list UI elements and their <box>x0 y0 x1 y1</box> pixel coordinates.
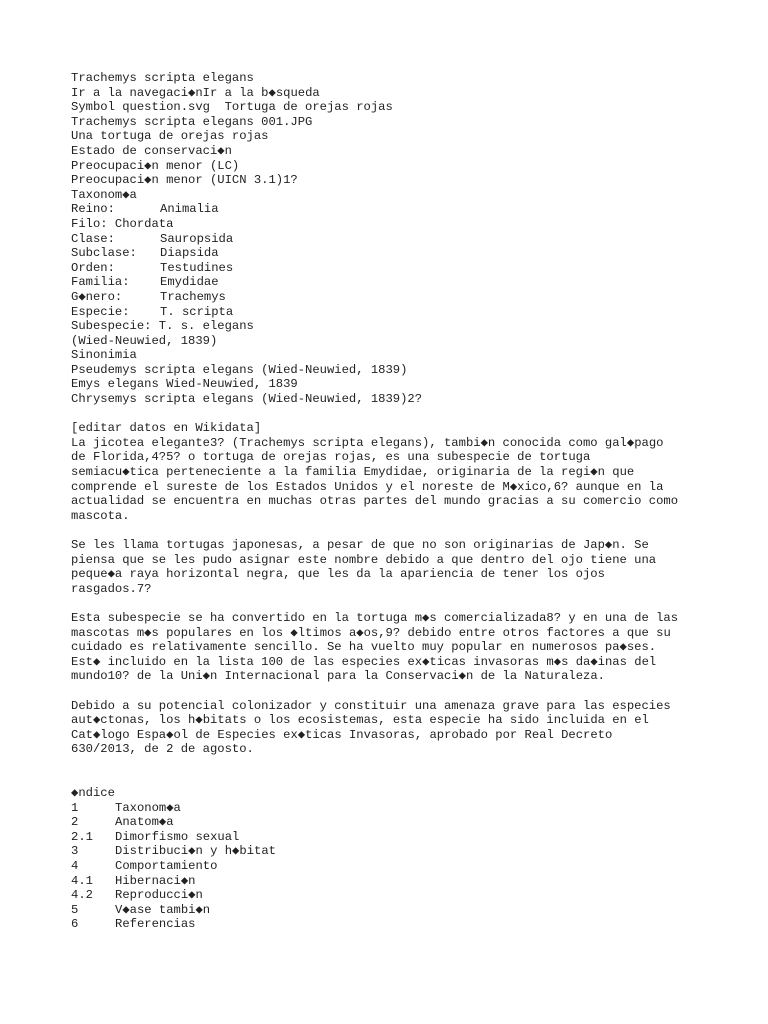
taxonomy-row <box>71 202 751 217</box>
taxonomy-value: Sauropsida <box>160 231 234 246</box>
taxonomy-label: Filo: Chordata <box>71 216 174 231</box>
taxonomy-row <box>71 217 751 232</box>
toc-number: 4 <box>71 859 79 874</box>
spacer <box>71 684 751 699</box>
taxonomy-row <box>71 275 751 290</box>
taxonomy-label: Familia: <box>71 275 130 290</box>
toc-number: 2 <box>71 815 79 830</box>
spacer <box>71 407 751 422</box>
paragraph-invasive <box>71 699 751 757</box>
synonym-item: Pseudemys scripta elegans (Wied-Neuwied, 1839) <box>71 362 408 377</box>
table-of-contents <box>71 786 751 932</box>
image-filename[interactable]: Trachemys scripta elegans 001.JPG <box>71 114 313 129</box>
toc-number: 2.1 <box>71 829 93 844</box>
conservation-heading: Estado de conservaci◆n <box>71 143 232 158</box>
article-title: Trachemys scripta elegans <box>71 71 254 85</box>
paragraph-line: mundo10? de la Uni◆n Internacional para la Conservaci◆n de la Naturaleza. <box>71 669 605 684</box>
paragraph-line: La jicotea elegante3? (Trachemys scripta elegans), tambi◆n conocida como gal◆pago <box>71 435 664 450</box>
spacer <box>71 596 751 611</box>
paragraph-line: aut◆ctonas, los h◆bitats o los ecosistemas, esta especie ha sido incluida en el <box>71 713 649 728</box>
paragraph-intro <box>71 436 751 524</box>
toc-label[interactable]: Comportamiento <box>115 859 218 874</box>
toc-label[interactable]: Distribuci◆n y h◆bitat <box>115 844 276 859</box>
wikidata-edit-link[interactable]: [editar datos en Wikidata] <box>71 421 262 436</box>
taxonomy-label: Especie: <box>71 304 130 319</box>
paragraph-line: Esta subespecie se ha convertido en la tortuga m◆s comercializada8? y en una de las <box>71 610 679 625</box>
paragraph-line: mascota. <box>71 508 130 523</box>
conservation-status-uicn: Preocupaci◆n menor (UICN 3.1)1? <box>71 173 298 188</box>
toc-label[interactable]: Dimorfismo sexual <box>115 829 240 844</box>
paragraph-line: mascotas m◆s populares en los ◆ltimos a◆os,9? debido entre otros factores a que su <box>71 625 671 640</box>
taxonomy-table <box>71 202 751 333</box>
taxonomy-value: Trachemys <box>160 289 226 304</box>
paragraph-line: Cat◆logo Espa◆ol de Especies ex◆ticas Invasoras, aprobado por Real Decreto <box>71 727 613 742</box>
paragraph-line: 630/2013, de 2 de agosto. <box>71 742 254 757</box>
toc-item[interactable] <box>71 801 751 816</box>
toc-label[interactable]: Hibernaci◆n <box>115 873 196 888</box>
synonym-item: Chrysemys scripta elegans (Wied-Neuwied, 1839)2? <box>71 392 423 407</box>
taxonomy-row <box>71 246 751 261</box>
taxonomy-label: G◆nero: <box>71 289 123 304</box>
toc-number: 6 <box>71 917 79 932</box>
paragraph-name-origin <box>71 538 751 596</box>
paragraph-line: rasgados.7? <box>71 581 152 596</box>
taxonomy-value: Emydidae <box>160 275 219 290</box>
taxonomy-value: T. scripta <box>160 304 234 319</box>
paragraph-commerce <box>71 611 751 684</box>
synonymy-heading: Sinonimia <box>71 348 137 363</box>
toc-label[interactable]: Referencias <box>115 917 196 932</box>
taxonomy-row <box>71 232 751 247</box>
conservation-status: Preocupaci◆n menor (LC) <box>71 158 240 173</box>
toc-item[interactable] <box>71 874 751 889</box>
taxonomy-row <box>71 319 751 334</box>
taxonomy-value: Diapsida <box>160 246 219 261</box>
paragraph-line: semiacu◆tica perteneciente a la familia Emydidae, originaria de la regi◆n que <box>71 465 635 480</box>
toc-item[interactable] <box>71 859 751 874</box>
paragraph-line: Se les llama tortugas japonesas, a pesar de que no son originarias de Jap◆n. Se <box>71 538 649 552</box>
symbol-caption: Symbol question.svg Tortuga de orejas rojas <box>71 100 393 115</box>
toc-item[interactable] <box>71 844 751 859</box>
toc-item[interactable] <box>71 903 751 918</box>
taxonomy-label: Orden: <box>71 260 115 275</box>
paragraph-line: piensa que se les pudo asignar este nombre debido a que dentro del ojo tiene una <box>71 552 657 567</box>
paragraph-line: de Florida,4?5? o tortuga de orejas rojas, es una subespecie de tortuga <box>71 450 591 465</box>
paragraph-line: Est◆ incluido en la lista 100 de las especies ex◆ticas invasoras m◆s da◆inas del <box>71 654 657 669</box>
synonym-item: Emys elegans Wied-Neuwied, 1839 <box>71 377 298 392</box>
image-caption: Una tortuga de orejas rojas <box>71 129 269 144</box>
taxonomy-label: Clase: <box>71 231 115 246</box>
paragraph-line: peque◆a raya horizontal negra, que les da la apariencia de tener los ojos <box>71 567 605 582</box>
toc-item[interactable] <box>71 917 751 932</box>
taxonomy-row <box>71 305 751 320</box>
toc-number: 5 <box>71 902 79 917</box>
toc-label[interactable]: V◆ase tambi◆n <box>115 902 211 917</box>
toc-item[interactable] <box>71 888 751 903</box>
paragraph-line: Debido a su potencial colonizador y constituir una amenaza grave para las especies <box>71 698 671 713</box>
authority-line: (Wied-Neuwied, 1839) <box>71 333 218 348</box>
toc-label[interactable]: Reproducci◆n <box>115 888 203 903</box>
taxonomy-label: Subclase: <box>71 246 137 261</box>
taxonomy-value: Animalia <box>160 202 219 217</box>
header-block <box>71 71 751 202</box>
toc-label[interactable]: Anatom◆a <box>115 815 174 830</box>
taxonomy-row <box>71 261 751 276</box>
taxonomy-value: Testudines <box>160 260 234 275</box>
nav-links[interactable]: Ir a la navegaci◆nIr a la b◆squeda <box>71 85 320 100</box>
toc-number: 3 <box>71 844 79 859</box>
toc-item[interactable] <box>71 815 751 830</box>
toc-number: 1 <box>71 800 79 815</box>
toc-number: 4.1 <box>71 873 93 888</box>
taxonomy-heading: Taxonom◆a <box>71 187 137 202</box>
toc-label[interactable]: Taxonom◆a <box>115 800 181 815</box>
toc-number: 4.2 <box>71 888 93 903</box>
document-page <box>71 71 751 932</box>
spacer <box>71 523 751 538</box>
taxonomy-label: Subespecie: T. s. elegans <box>71 319 254 334</box>
toc-item[interactable] <box>71 830 751 845</box>
paragraph-line: cuidado es relativamente sencillo. Se ha vuelto muy popular en numerosos pa◆ses. <box>71 640 657 655</box>
synonymy-block <box>71 334 751 407</box>
paragraph-line: actualidad se encuentra en muchas otras partes del mundo gracias a su comercio como <box>71 494 679 509</box>
taxonomy-row <box>71 290 751 305</box>
paragraph-line: comprende el sureste de los Estados Unidos y el noreste de M◆xico,6? aunque en la <box>71 479 664 494</box>
spacer <box>71 757 751 786</box>
taxonomy-label: Reino: <box>71 202 115 217</box>
toc-title: ◆ndice <box>71 786 115 801</box>
